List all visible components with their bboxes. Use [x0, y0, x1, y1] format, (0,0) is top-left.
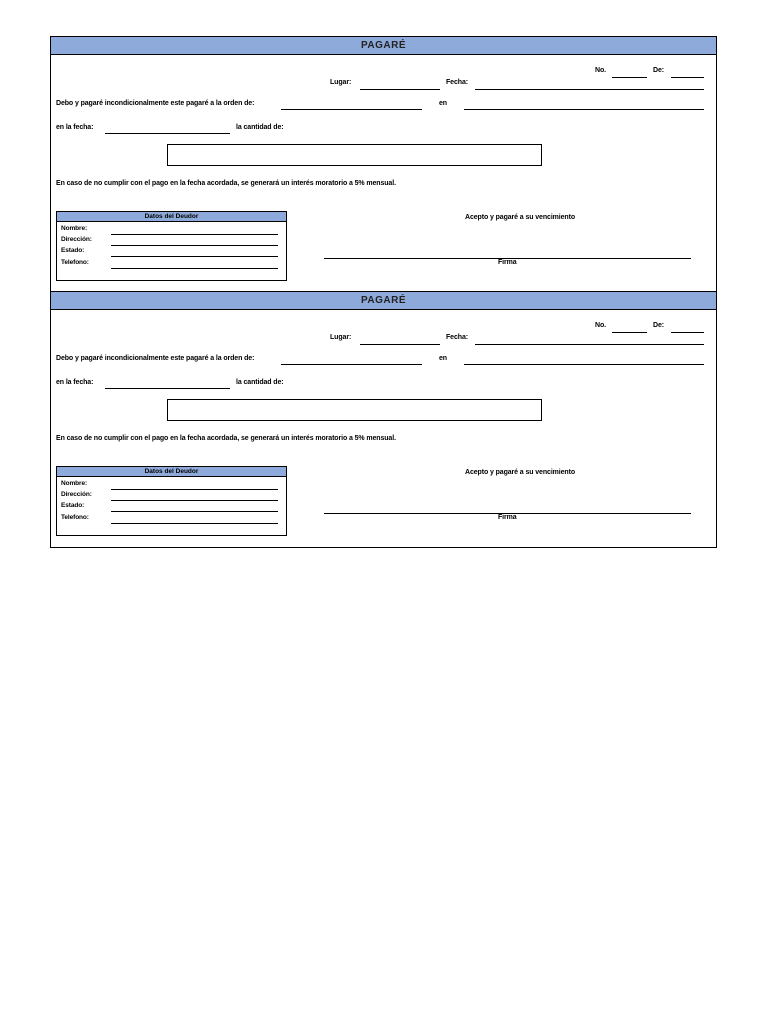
nombre-field[interactable] [111, 489, 278, 490]
orden-de-field[interactable] [281, 109, 422, 110]
en-field[interactable] [464, 109, 704, 110]
nombre-field[interactable] [111, 234, 278, 235]
direccion-field[interactable] [111, 245, 278, 246]
pagare-form [50, 36, 717, 292]
de-label: De: [653, 67, 664, 74]
acepto-text: Acepto y pagaré a su vencimiento [465, 214, 576, 221]
pagare-form [50, 292, 717, 548]
lugar-field[interactable] [360, 89, 440, 90]
en-label: en [439, 100, 447, 107]
firma-label: Firma [498, 259, 517, 266]
firma-label: Firma [498, 514, 517, 521]
estado-label: Estado: [61, 502, 85, 509]
estado-label: Estado: [61, 247, 85, 254]
en-label: en [439, 355, 447, 362]
acepto-text: Acepto y pagaré a su vencimiento [465, 469, 576, 476]
telefono-field[interactable] [111, 523, 278, 524]
en-field[interactable] [464, 364, 704, 365]
estado-field[interactable] [111, 511, 278, 512]
nombre-label: Nombre: [61, 225, 88, 232]
cantidad-label: la cantidad de: [236, 379, 284, 386]
de-field[interactable] [671, 332, 704, 333]
no-label: No. [595, 322, 606, 329]
orden-de-field[interactable] [281, 364, 422, 365]
direccion-label: Dirección: [61, 491, 92, 498]
fecha-label: Fecha: [446, 79, 468, 86]
lugar-field[interactable] [360, 344, 440, 345]
fecha-label: Fecha: [446, 334, 468, 341]
lugar-label: Lugar: [330, 79, 352, 86]
en-la-fecha-field[interactable] [105, 388, 230, 389]
telefono-label: Telefono: [61, 259, 89, 266]
no-field[interactable] [612, 77, 647, 78]
direccion-field[interactable] [111, 500, 278, 501]
datos-deudor-box [56, 466, 287, 536]
form-title: PAGARÉ [51, 292, 716, 310]
fecha-field[interactable] [475, 89, 704, 90]
en-la-fecha-label: en la fecha: [56, 379, 94, 386]
datos-deudor-box [56, 211, 287, 281]
direccion-label: Dirección: [61, 236, 92, 243]
de-field[interactable] [671, 77, 704, 78]
lugar-label: Lugar: [330, 334, 352, 341]
interes-text: En caso de no cumplir con el pago en la fecha acordada, se generará un interés moratorio a 5% mensual. [56, 180, 396, 187]
en-la-fecha-label: en la fecha: [56, 124, 94, 131]
de-label: De: [653, 322, 664, 329]
no-label: No. [595, 67, 606, 74]
interes-text: En caso de no cumplir con el pago en la fecha acordada, se generará un interés moratorio a 5% mensual. [56, 435, 396, 442]
telefono-label: Telefono: [61, 514, 89, 521]
estado-field[interactable] [111, 256, 278, 257]
en-la-fecha-field[interactable] [105, 133, 230, 134]
form-title: PAGARÉ [51, 37, 716, 55]
cantidad-label: la cantidad de: [236, 124, 284, 131]
debo-label: Debo y pagaré incondicionalmente este pagaré a la orden de: [56, 100, 255, 107]
telefono-field[interactable] [111, 268, 278, 269]
datos-deudor-title: Datos del Deudor [57, 212, 286, 222]
no-field[interactable] [612, 332, 647, 333]
cantidad-field[interactable] [167, 399, 542, 421]
fecha-field[interactable] [475, 344, 704, 345]
cantidad-field[interactable] [167, 144, 542, 166]
nombre-label: Nombre: [61, 480, 88, 487]
datos-deudor-title: Datos del Deudor [57, 467, 286, 477]
debo-label: Debo y pagaré incondicionalmente este pagaré a la orden de: [56, 355, 255, 362]
